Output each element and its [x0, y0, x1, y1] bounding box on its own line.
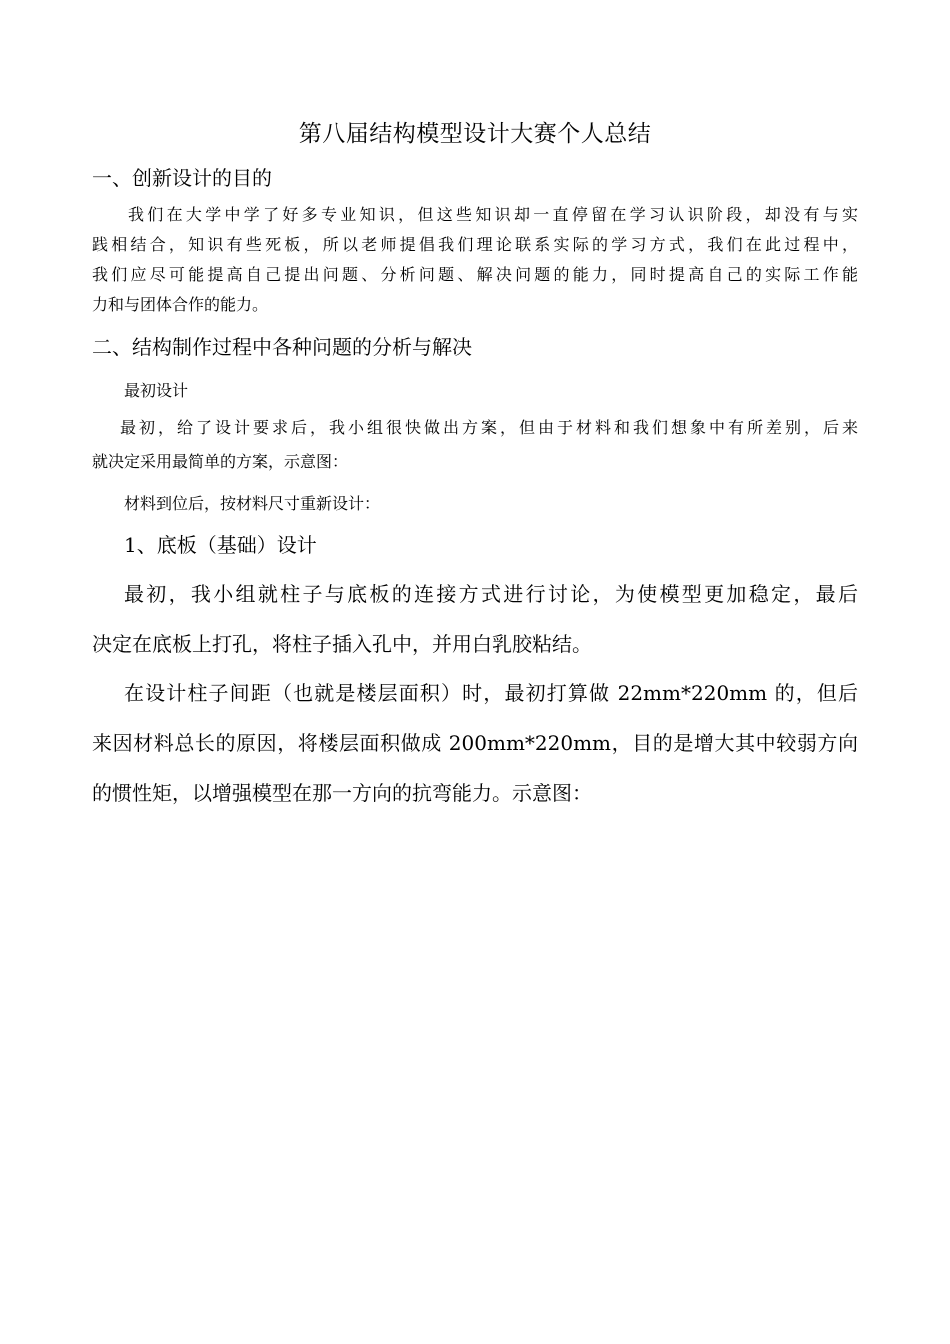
- paragraph-line: 最初，我小组就柱子与底板的连接方式进行讨论，为使模型更加稳定，最后: [124, 582, 858, 606]
- section-heading-1: 一、创新设计的目的: [92, 166, 272, 190]
- paragraph-line: 就决定采用最简单的方案，示意图：: [92, 452, 349, 471]
- paragraph-material-redesign: 材料到位后，按材料尺寸重新设计：: [124, 494, 381, 513]
- paragraph-initial-plan: [92, 413, 858, 477]
- paragraph-line: 最初，给了设计要求后，我小组很快做出方案，但由于材料和我们想象中有所差别，后来: [120, 418, 858, 437]
- section-heading-2: 二、结构制作过程中各种问题的分析与解决: [92, 335, 472, 359]
- paragraph-column-spacing: [92, 668, 858, 818]
- item-heading-base-design: 1、底板（基础）设计: [124, 533, 317, 557]
- paragraph-line: 的惯性矩，以增强模型在那一方向的抗弯能力。示意图：: [92, 781, 592, 805]
- paragraph-line: 决定在底板上打孔，将柱子插入孔中，并用白乳胶粘结。: [92, 632, 592, 656]
- paragraph-line: 力和与团体合作的能力。: [92, 295, 269, 314]
- document-title: 第八届结构模型设计大赛个人总结: [298, 121, 652, 147]
- paragraph-line: 来因材料总长的原因，将楼层面积做成 200mm*220mm，目的是增大其中较弱方向: [92, 731, 858, 755]
- paragraph-line: 在设计柱子间距（也就是楼层面积）时，最初打算做 22mm*220mm 的，但后: [124, 681, 858, 705]
- subheading-initial-design: 最初设计: [124, 381, 189, 400]
- paragraph-line: 我们在大学中学了好多专业知识，但这些知识却一直停留在学习认识阶段，却没有与实: [128, 205, 858, 224]
- paragraph-line: 我们应尽可能提高自己提出问题、分析问题、解决问题的能力，同时提高自己的实际工作能: [92, 265, 858, 284]
- paragraph-line: 践相结合，知识有些死板，所以老师提倡我们理论联系实际的学习方式，我们在此过程中，: [92, 235, 858, 254]
- paragraph-innovation-purpose: [92, 200, 858, 320]
- paragraph-base-connection: [92, 569, 858, 669]
